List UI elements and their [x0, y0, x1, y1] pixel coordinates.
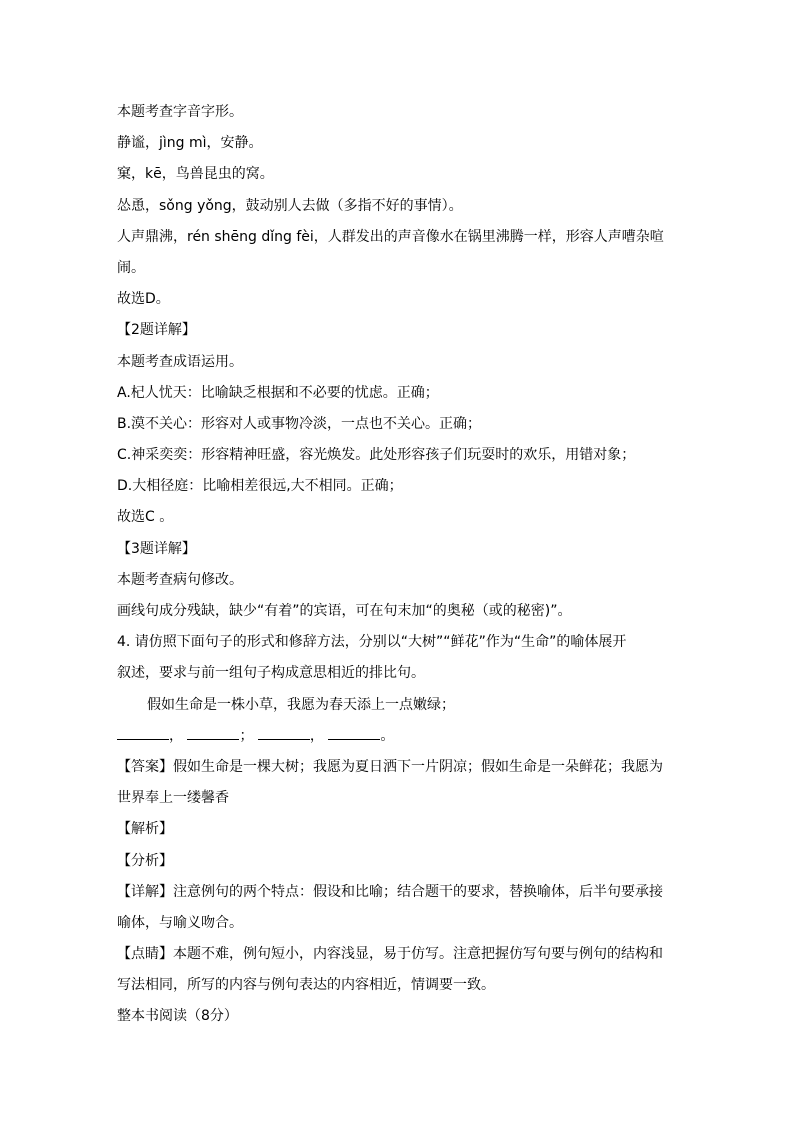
text-line: 本题考查字音字形。: [117, 104, 243, 120]
separator: ；: [239, 727, 254, 744]
text-line: 世界奉上一缕馨香: [117, 790, 229, 807]
separator: ，: [169, 727, 183, 744]
text-line: 【3题详解】: [117, 540, 196, 557]
text-line: 4. 请仿照下面句子的形式和修辞方法，分别以“大树”“鲜花”作为“生命”的喻体展开: [117, 634, 627, 651]
text-line: A.杞人忧天：比喻缺乏根据和不必要的忧虑。正确；: [117, 384, 439, 401]
text-line: 本题考查成语运用。: [117, 353, 243, 370]
blank-4[interactable]: [328, 727, 380, 740]
text-line: 【详解】注意例句的两个特点：假设和比喻；结合题干的要求，替换喻体，后半句要承接: [117, 883, 663, 900]
text-line: 【点睛】本题不难，例句短小，内容浅显，易于仿写。注意把握仿写句要与例句的结构和: [117, 946, 663, 963]
fill-in-blanks: [117, 721, 697, 752]
text-line: 【分析】: [117, 852, 173, 869]
text-line: 【解析】: [117, 821, 173, 838]
text-line: 整本书阅读（8分）: [117, 1008, 238, 1025]
text-line: 【2题详解】: [117, 322, 196, 339]
separator: ，: [309, 727, 324, 744]
text-line: 【答案】假如生命是一棵大树；我愿为夏日洒下一片阴凉；假如生命是一朵鲜花；我愿为: [117, 758, 663, 775]
text-line: B.漠不关心：形容对人或事物冷淡，一点也不关心。正确；: [117, 415, 482, 432]
text-line: 叙述，要求与前一组句子构成意思相近的排比句。: [117, 665, 425, 682]
text-line: 人声鼎沸，rén shēng dǐng fèi，人群发出的声音像水在锅里沸腾一样，形容人声嘈杂喧: [117, 228, 664, 245]
text-line: 写法相同，所写的内容与例句表达的内容相近，情调要一致。: [117, 977, 495, 994]
blank-3[interactable]: [258, 727, 310, 740]
blank-1[interactable]: [117, 727, 169, 740]
text-line: 故选D。: [117, 291, 170, 308]
text-line: 怂恿，sǒng yǒng，鼓动别人去做（多指不好的事情）。: [117, 197, 463, 214]
document-body: [117, 97, 697, 1033]
text-line: 闹。: [117, 259, 145, 276]
text-line: C.神采奕奕：形容精神旺盛，容光焕发。此处形容孩子们玩耍时的欢乐，用错对象；: [117, 447, 636, 464]
separator: 。: [380, 727, 395, 744]
text-line: 本题考查病句修改。: [117, 571, 243, 588]
text-line: 画线句成分残缺，缺少“有着”的宾语，可在句末加“的奥秘（或的秘密)”。: [117, 603, 572, 619]
text-line: 静谧，jìng mì，安静。: [117, 135, 263, 152]
example-sentence: 假如生命是一株小草，我愿为春天添上一点嫩绿；: [147, 696, 455, 713]
text-line: 窠，kē，鸟兽昆虫的窝。: [117, 166, 274, 183]
blank-2[interactable]: [187, 727, 239, 740]
text-line: 故选C 。: [117, 509, 174, 526]
text-line: D.大相径庭：比喻相差很远,大不相同。正确；: [117, 478, 403, 495]
text-line: 喻体，与喻义吻合。: [117, 914, 243, 931]
